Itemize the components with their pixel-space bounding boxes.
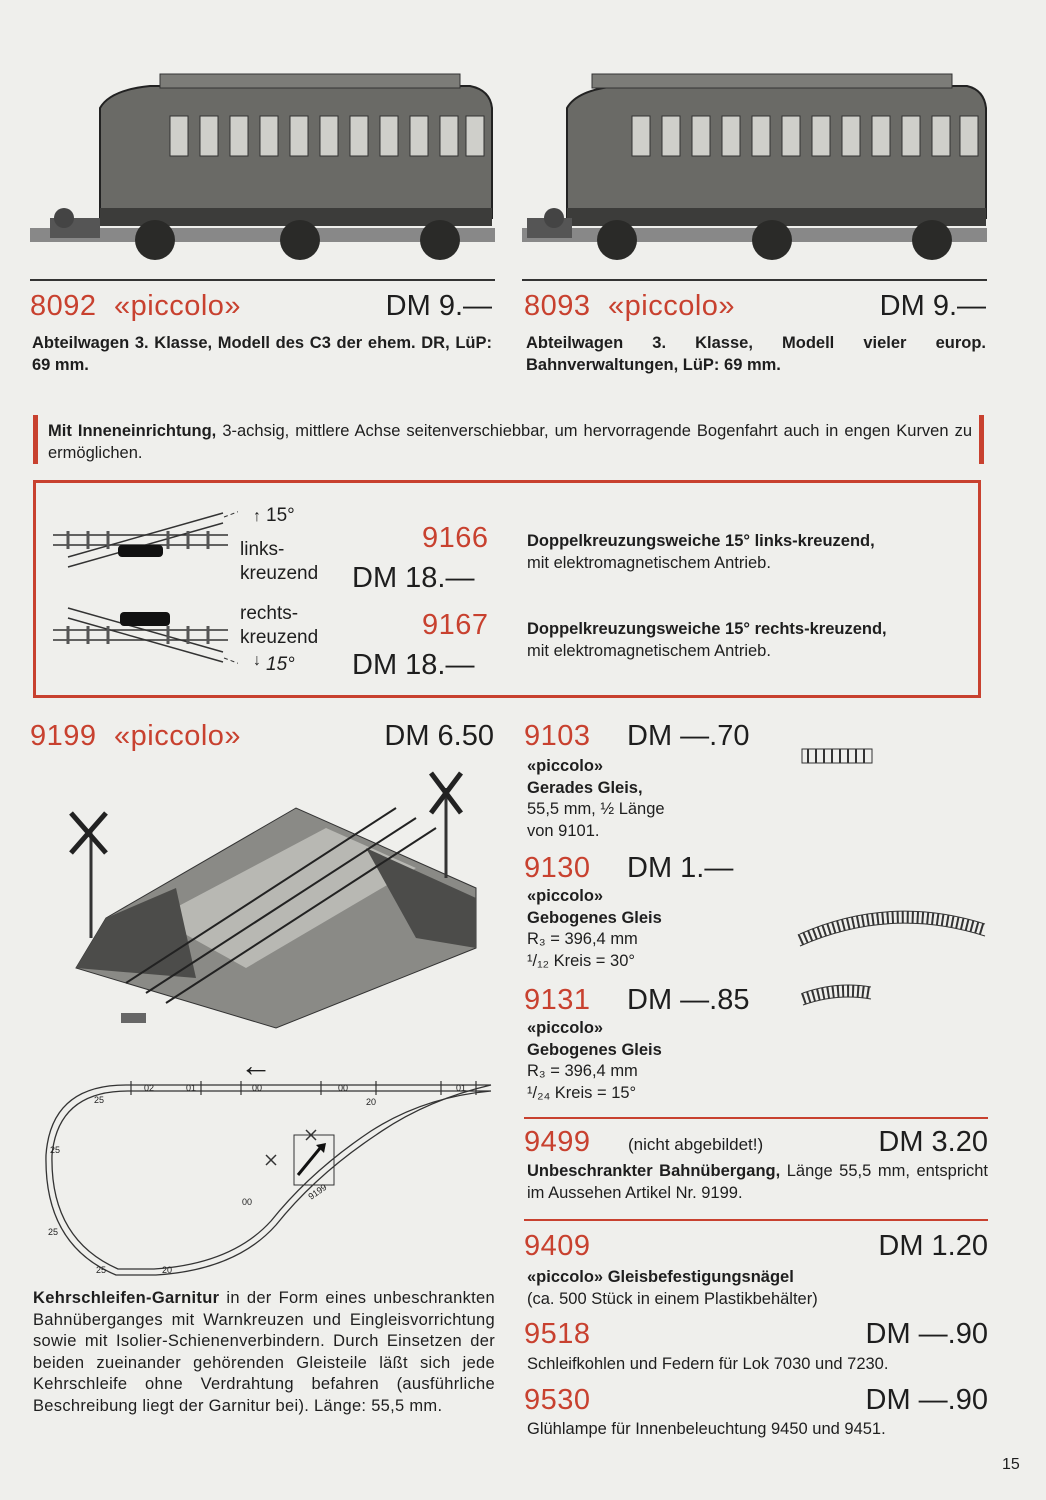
wagon-8093-photo [522,68,992,283]
wagon-8093-number: 8093 [524,290,591,322]
item-9409-text: (ca. 500 Stück in einem Plastikbehälter) [527,1290,818,1308]
switch-9166-title: Doppelkreuzungsweiche 15° links-kreuzend, [527,532,875,550]
track-9130-price: DM 1.— [627,852,734,884]
diagram-label-25-d: 25 [96,1265,107,1275]
item-9409-number: 9409 [524,1230,591,1262]
interior-note-text: 3-achsig, mittlere Achse seitenverschiebbar, um hervorragende Bogenfahrt auch in engen Kurven zu ermöglichen. [48,422,972,462]
track-9131-line2: ¹/₂₄ Kreis = 15° [527,1083,637,1102]
divider-9499 [524,1117,988,1119]
diagram-label-00-a: 00 [252,1083,263,1093]
item-9499-number: 9499 [524,1126,591,1158]
interior-note [48,420,972,464]
item-9409-description [527,1266,988,1310]
crossing-9199-description [33,1288,495,1417]
switch-9166-text: mit elektromagnetischem Antrieb. [527,554,771,572]
switch-9166-number: 9166 [422,522,489,554]
switch-9167-drawing [48,600,238,670]
wagon-8092-number: 8092 [30,290,97,322]
item-9530-number: 9530 [524,1384,591,1416]
diagram-label-02: 02 [144,1083,155,1093]
item-9518-text: Schleifkohlen und Federn für Lok 7030 und 7230. [527,1355,889,1373]
track-9103-info [527,756,665,842]
crossing-9199-price: DM 6.50 [384,720,494,752]
wagon-8092-photo [30,68,500,283]
angle-top-arrow-icon: ↑ [253,508,261,525]
track-9131-title: Gebogenes Gleis [527,1040,662,1059]
wagon-8093-name: «piccolo» [608,290,736,322]
track-9103-line2: von 9101. [527,821,600,840]
track-9131-number: 9131 [524,984,591,1016]
track-9130-name: «piccolo» [527,887,604,905]
item-9499-description [527,1160,988,1204]
track-9103-number: 9103 [524,720,591,752]
crossing-9199-header [30,720,494,756]
wagon-8092-price: DM 9.— [385,290,492,322]
diagram-label-01-b: 01 [456,1083,467,1093]
track-9103-line1: 55,5 mm, ½ Länge [527,800,665,818]
track-9131-price: DM —.85 [627,984,750,1016]
switch-9166-drawing [48,505,238,575]
reversing-loop-diagram [36,1075,496,1285]
track-9131-name: «piccolo» [527,1019,604,1037]
direction-arrow-icon: ← [240,1047,272,1083]
track-9131-icon [800,983,874,1007]
switch-9167-text: mit elektromagnetischem Antrieb. [527,642,771,660]
item-9530-text: Glühlampe für Innenbeleuchtung 9450 und 9451. [527,1420,886,1438]
switch-9167-description [527,618,967,662]
crossing-9199-photo [36,768,496,1038]
track-9130-info [527,886,662,972]
switch-9167-price: DM 18.— [352,649,475,681]
track-9131-info [527,1018,662,1104]
diagram-label-25-b: 25 [50,1145,61,1155]
track-9131-line1: R₃ = 396,4 mm [527,1062,638,1080]
switch-9167-title: Doppelkreuzungsweiche 15° rechts-kreuzend, [527,620,887,638]
item-9409-lead: «piccolo» Gleisbefestigungsnägel [527,1268,794,1286]
track-9103-icon [800,745,874,767]
diagram-label-9199: 9199 [306,1181,329,1202]
note-bar-left [33,415,38,464]
wagon-8092-header [30,290,492,326]
diagram-label-20-a: 20 [162,1265,173,1275]
diagram-label-00-b: 00 [338,1083,349,1093]
crossing-9199-number: 9199 [30,720,97,752]
track-9103-title: Gerades Gleis, [527,778,643,797]
track-9130-line1: R₃ = 396,4 mm [527,930,638,948]
item-9499-header [524,1126,988,1162]
diagram-label-25-c: 25 [48,1227,59,1237]
divider-9409 [524,1219,988,1221]
diagram-label-01: 01 [186,1083,197,1093]
page-number: 15 [1002,1456,1020,1473]
diagram-label-00-c: 00 [242,1197,253,1207]
item-9518-header [524,1318,988,1354]
item-9518-number: 9518 [524,1318,591,1350]
angle-bottom-arrow-icon: ↓ [253,652,261,669]
switch-9167-number: 9167 [422,609,489,641]
item-9409-header [524,1230,988,1266]
switch-9166-description [527,530,967,574]
item-9499-price: DM 3.20 [878,1126,988,1158]
note-bar-right [979,415,984,464]
track-9130-icon [795,905,990,950]
wagon-8092-name: «piccolo» [114,290,242,322]
item-9499-text: Länge 55,5 mm, entspricht im Aussehen Artikel Nr. 9199. [527,1162,988,1202]
track-9130-line2: ¹/₁₂ Kreis = 30° [527,951,635,970]
item-9530-header [524,1384,988,1420]
angle-top: 15° [266,505,295,526]
crossing-9199-lead: Kehrschleifen-Garnitur [33,1289,220,1307]
diagram-label-20-b: 20 [366,1097,377,1107]
track-9103-price: DM —.70 [627,720,750,752]
crossing-9199-text: in der Form eines unbeschrankten Bahnüberganges mit Warnkreuzen und Eingleisvorrichtung sowie mit Isolier-Schienenverbindern. Durch Einsetzen der beiden zueinander gehörenden Gleisteile läßt sich jede Kehrschleife ohne Verdrahtung befahren (ausführliche Beschreibung liegt der Garnitur bei). Länge: 55,5 mm. [33,1289,495,1415]
label-links-kreuzend: links- kreuzend [240,539,319,584]
diagram-label-25-a: 25 [94,1095,105,1105]
label-rechts-kreuzend: rechts- kreuzend [240,603,319,648]
wagon-8093-header [524,290,986,326]
switch-9166-price: DM 18.— [352,562,475,594]
crossing-9199-name: «piccolo» [114,720,242,752]
track-9130-title: Gebogenes Gleis [527,908,662,927]
angle-bottom: 15° [266,654,295,675]
item-9499-note: (nicht abgebildet!) [628,1135,764,1154]
track-9103-name: «piccolo» [527,757,604,775]
wagon-8093-description: Abteilwagen 3. Klasse, Modell vieler europ. Bahnverwaltungen, LüP: 69 mm. [526,334,986,374]
item-9518-price: DM —.90 [865,1318,988,1350]
interior-note-lead: Mit Inneneinrichtung, [48,422,217,440]
item-9499-lead: Unbeschrankter Bahnübergang, [527,1162,781,1180]
wagon-8093-price: DM 9.— [879,290,986,322]
item-9409-price: DM 1.20 [878,1230,988,1262]
track-9130-number: 9130 [524,852,591,884]
wagon-8092-description: Abteilwagen 3. Klasse, Modell des C3 der ehem. DR, LüP: 69 mm. [32,334,492,374]
item-9530-price: DM —.90 [865,1384,988,1416]
